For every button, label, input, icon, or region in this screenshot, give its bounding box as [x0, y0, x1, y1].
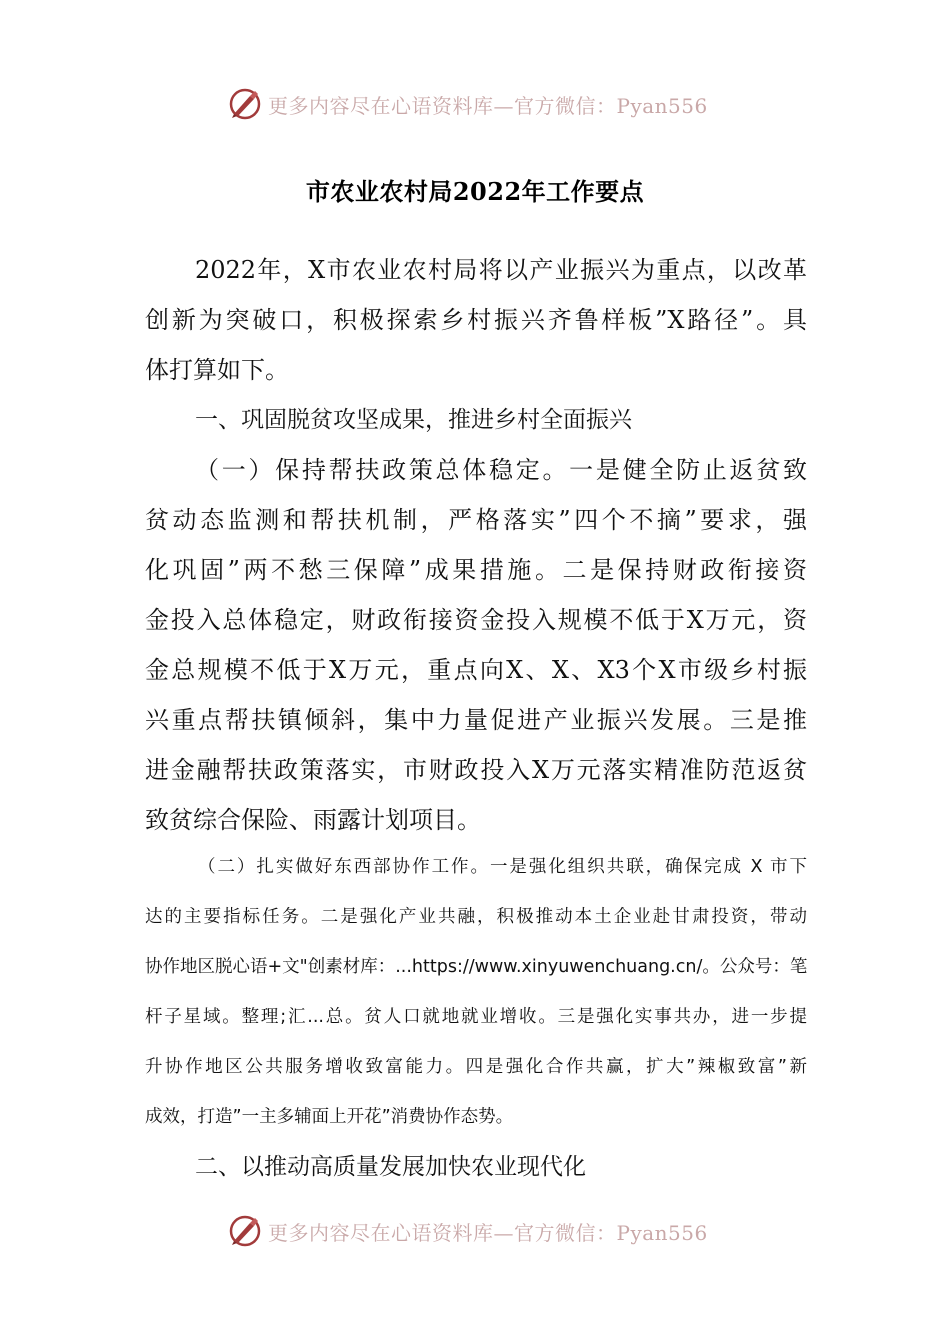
pen-logo-icon	[228, 87, 262, 121]
document-title: 市农业农村局2022年工作要点	[305, 177, 645, 206]
text-line: 金总规模不低于X万元，重点向X、X、X3个X市级乡村振	[145, 656, 807, 684]
text-line: （二）扎实做好东西部协作工作。一是强化组织共联，确保完成 X 市下	[198, 857, 807, 877]
text-line: 升协作地区公共服务增收致富能力。四是强化合作共赢，扩大”辣椒致富”新	[145, 1057, 807, 1077]
text-line: 化巩固”两不愁三保障”成果措施。二是保持财政衔接资	[145, 556, 807, 584]
text-line: 创新为突破口，积极探索乡村振兴齐鲁样板”X路径”。具	[145, 306, 807, 334]
text-line: 兴重点帮扶镇倾斜，集中力量促进产业振兴发展。三是推	[145, 706, 807, 734]
text-line: 金投入总体稳定，财政衔接资金投入规模不低于X万元，资	[145, 606, 807, 634]
text-line: 成效，打造”一主多辅面上开花”消费协作态势。	[145, 1107, 514, 1127]
banner-text: 更多内容尽在心语资料库—官方微信：Pyan556	[268, 93, 708, 118]
banner-text: 更多内容尽在心语资料库—官方微信：Pyan556	[268, 1220, 708, 1245]
header-banner	[0, 84, 950, 124]
text-line: 进金融帮扶政策落实，市财政投入X万元落实精准防范返贫	[145, 756, 807, 784]
text-line: 贫动态监测和帮扶机制，严格落实”四个不摘”要求，强	[145, 506, 807, 534]
pen-logo-icon	[228, 1214, 262, 1248]
text-line: 协作地区脱心语+文"创素材库：...https://www.xinyuwenchuang.cn/。公众号：笔	[145, 957, 808, 977]
text-line: 杆子星域。整理;汇...总。贫人口就地就业增收。三是强化实事共办，进一步提	[145, 1007, 807, 1027]
section-heading: 二、以推动高质量发展加快农业现代化	[195, 1154, 586, 1180]
text-line: 体打算如下。	[145, 356, 289, 384]
text-line: （一）保持帮扶政策总体稳定。一是健全防止返贫致	[195, 456, 807, 484]
section-heading: 一、巩固脱贫攻坚成果，推进乡村全面振兴	[195, 407, 632, 433]
text-line: 致贫综合保险、雨露计划项目。	[145, 806, 481, 834]
footer-banner	[0, 1211, 950, 1251]
text-line: 2022年，X市农业农村局将以产业振兴为重点，以改革	[195, 256, 807, 284]
text-line: 达的主要指标任务。二是强化产业共融，积极推动本土企业赴甘肃投资，带动	[145, 907, 807, 927]
